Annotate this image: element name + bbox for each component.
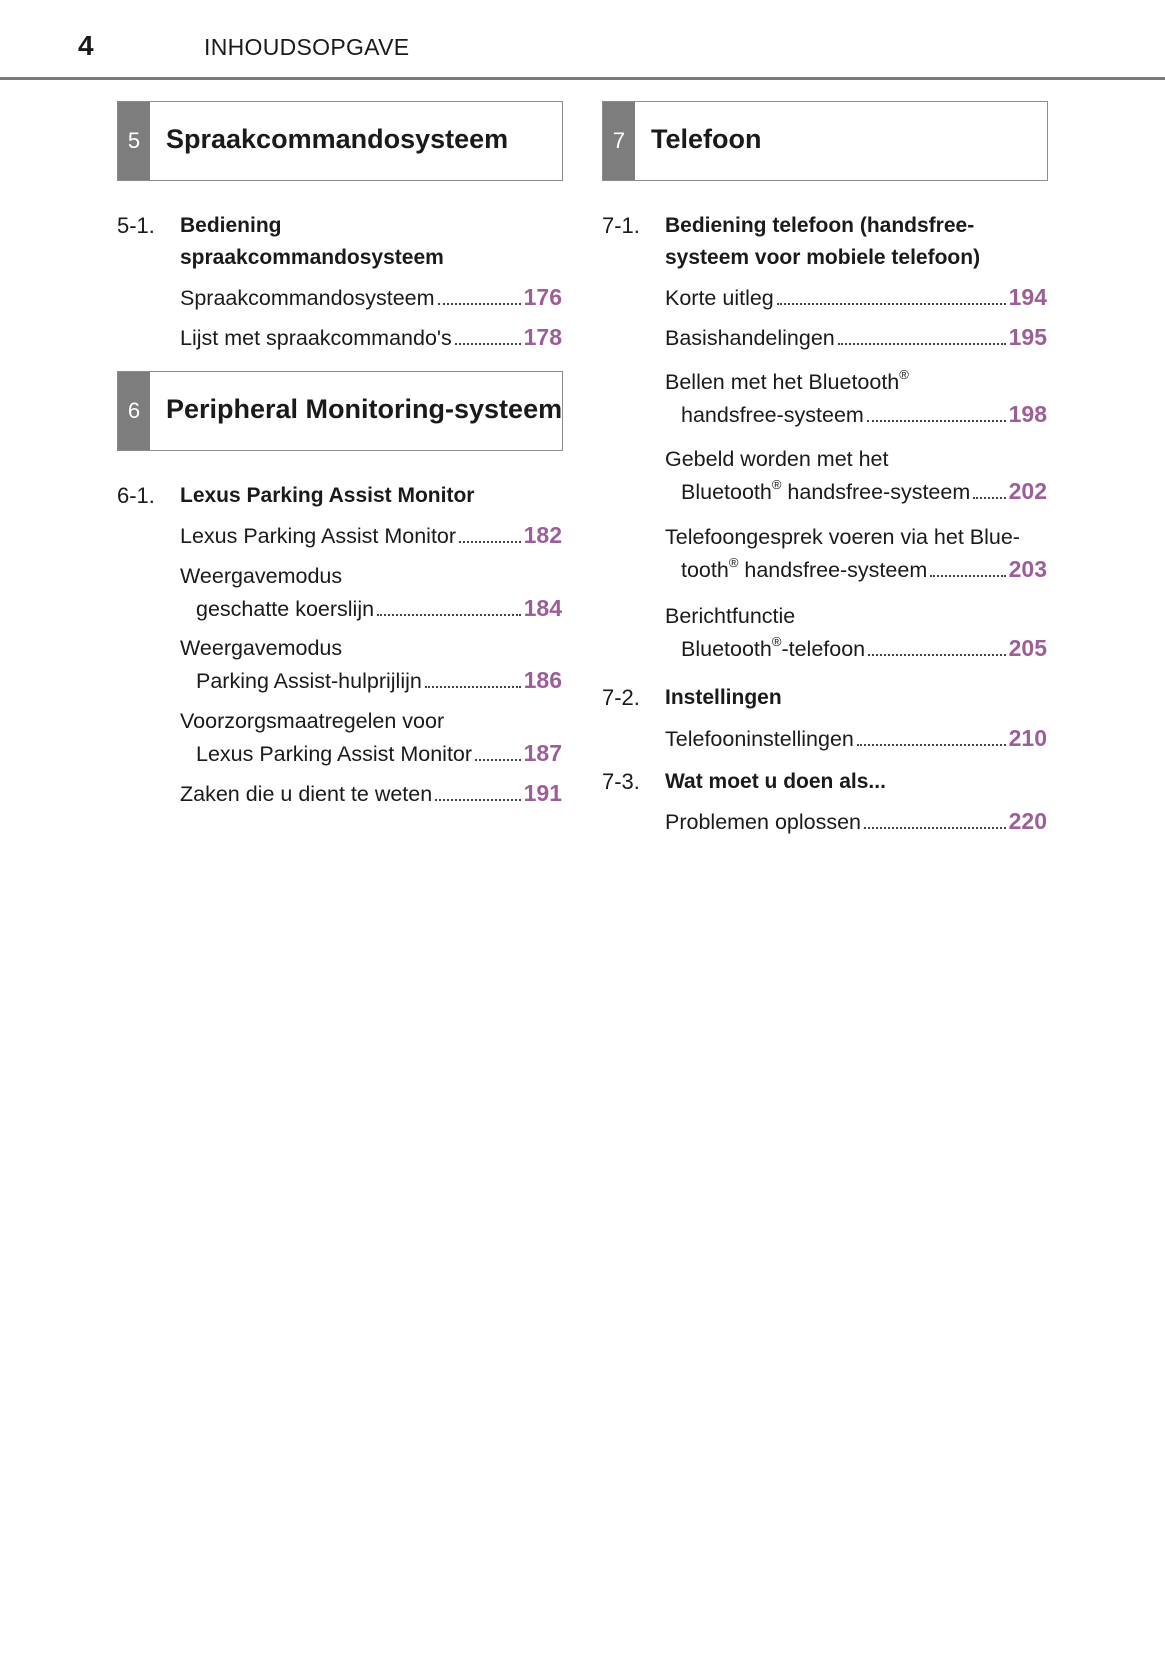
- dot-leader: [838, 343, 1006, 345]
- page-link[interactable]: 194: [1008, 284, 1047, 310]
- section-title: Telefoon: [651, 124, 762, 154]
- entry-text: [665, 366, 1047, 398]
- page-number: 4: [78, 30, 94, 61]
- section-title: Spraakcommandosysteem: [166, 124, 509, 154]
- entry-text: [681, 633, 865, 665]
- toc-entry[interactable]: [180, 281, 562, 314]
- entry-text-part: Bluetooth: [681, 637, 772, 661]
- subsection-number: 7-2.: [602, 685, 640, 710]
- entry-text: Lexus Parking Assist Monitor: [180, 524, 457, 548]
- page-link[interactable]: 198: [1008, 401, 1047, 427]
- dot-leader: [777, 303, 1006, 305]
- section-number: 7: [603, 102, 635, 180]
- entry-text: [681, 476, 970, 508]
- dot-leader: [455, 343, 521, 345]
- page-link[interactable]: 187: [523, 740, 562, 766]
- subsection-7-2[interactable]: [602, 682, 1048, 714]
- subsection-title-line: Bediening: [180, 214, 282, 237]
- toc-entry[interactable]: [665, 600, 1047, 665]
- subsection-7-3[interactable]: [602, 766, 1048, 798]
- dot-leader: [867, 420, 1006, 422]
- page-link[interactable]: 182: [523, 522, 562, 548]
- entry-text: Telefoongesprek voeren via het Blue-: [665, 525, 1020, 549]
- dot-leader: [435, 799, 520, 801]
- toc-entry[interactable]: [665, 366, 1047, 431]
- dot-leader: [459, 541, 521, 543]
- page-link[interactable]: 195: [1008, 324, 1047, 350]
- subsection-7-1[interactable]: [602, 210, 1048, 274]
- dot-leader: [438, 303, 521, 305]
- subsection-title: Wat moet u doen als...: [665, 770, 886, 793]
- subsection-number: 6-1.: [117, 483, 155, 508]
- toc-entry[interactable]: [665, 281, 1047, 314]
- entry-text-part: -telefoon: [781, 637, 866, 661]
- subsection-number: 5-1.: [117, 213, 155, 238]
- dot-leader: [857, 744, 1006, 746]
- subsection-5-1[interactable]: [117, 210, 563, 274]
- dot-leader: [930, 575, 1005, 577]
- toc-entry[interactable]: [665, 321, 1047, 354]
- entry-text: Lijst met spraakcommando's: [180, 326, 452, 350]
- entry-text: geschatte koerslijn: [196, 597, 375, 621]
- section-number: 5: [118, 102, 150, 180]
- entry-text: Lexus Parking Assist Monitor: [196, 742, 473, 766]
- registered-mark: ®: [771, 633, 782, 649]
- subsection-title: Instellingen: [665, 686, 782, 709]
- section-number: 6: [118, 372, 150, 450]
- toc-entry[interactable]: [665, 805, 1047, 838]
- entry-text: Korte uitleg: [665, 286, 774, 310]
- toc-entry[interactable]: [180, 632, 562, 697]
- header-divider: [0, 77, 1165, 80]
- entry-text: Zaken die u dient te weten: [180, 782, 433, 806]
- entry-text-part: Bellen met het Bluetooth: [665, 370, 900, 394]
- subsection-title-line: systeem voor mobiele telefoon): [665, 246, 981, 269]
- dot-leader: [864, 827, 1006, 829]
- registered-mark: ®: [899, 366, 909, 382]
- registered-mark: ®: [728, 554, 739, 570]
- dot-leader: [868, 654, 1006, 656]
- page-link[interactable]: 202: [1008, 478, 1047, 504]
- subsection-title-line: Bediening telefoon (handsfree-: [665, 214, 975, 237]
- subsection-title: Lexus Parking Assist Monitor: [180, 484, 475, 507]
- section-5-header[interactable]: [117, 101, 563, 181]
- entry-text: Spraakcommandosysteem: [180, 286, 435, 310]
- toc-entry[interactable]: [665, 443, 1047, 508]
- dot-leader: [377, 614, 521, 616]
- entry-text: Telefooninstellingen: [665, 727, 854, 751]
- page-link[interactable]: 203: [1008, 556, 1047, 582]
- entry-text: Problemen oplossen: [665, 810, 862, 834]
- entry-text: Weergavemodus: [180, 564, 343, 588]
- subsection-title: [180, 210, 560, 274]
- entry-text: handsfree-systeem: [681, 403, 864, 427]
- entry-text-part: tooth: [681, 558, 729, 582]
- toc-entry[interactable]: [180, 519, 562, 552]
- toc-entry[interactable]: [180, 777, 562, 810]
- entry-text: Parking Assist-hulprijlijn: [196, 669, 422, 693]
- entry-text: Voorzorgsmaatregelen voor: [180, 709, 445, 733]
- subsection-number: 7-1.: [602, 213, 640, 238]
- registered-mark: ®: [771, 476, 782, 492]
- subsection-6-1[interactable]: [117, 480, 563, 512]
- page-link[interactable]: 176: [523, 284, 562, 310]
- page-link[interactable]: 178: [523, 324, 562, 350]
- page-link[interactable]: 191: [523, 780, 562, 806]
- page-link[interactable]: 184: [523, 595, 562, 621]
- toc-entry[interactable]: [665, 722, 1047, 755]
- dot-leader: [973, 497, 1005, 499]
- subsection-title-line: spraakcommandosysteem: [180, 246, 444, 269]
- entry-text: Basishandelingen: [665, 326, 835, 350]
- entry-text-part: handsfree-systeem: [738, 558, 928, 582]
- section-title: Peripheral Monitoring-systeem: [166, 394, 563, 424]
- toc-entry[interactable]: [180, 321, 562, 354]
- toc-entry[interactable]: [665, 521, 1047, 586]
- entry-text: Berichtfunctie: [665, 604, 796, 628]
- page-link[interactable]: 210: [1008, 725, 1047, 751]
- toc-entry[interactable]: [180, 705, 562, 770]
- section-6-header[interactable]: [117, 371, 563, 451]
- subsection-title: [665, 210, 1045, 274]
- page-link[interactable]: 220: [1008, 808, 1047, 834]
- subsection-number: 7-3.: [602, 769, 640, 794]
- entry-text-part: handsfree-systeem: [781, 480, 971, 504]
- dot-leader: [425, 686, 521, 688]
- page-title: INHOUDSOPGAVE: [204, 34, 410, 60]
- page-link[interactable]: 186: [523, 667, 562, 693]
- page-link[interactable]: 205: [1008, 635, 1047, 661]
- entry-text: Weergavemodus: [180, 636, 343, 660]
- entry-text-part: Bluetooth: [681, 480, 772, 504]
- section-7-header[interactable]: [602, 101, 1048, 181]
- entry-text: [681, 554, 927, 586]
- dot-leader: [475, 759, 521, 761]
- entry-text: Gebeld worden met het: [665, 447, 889, 471]
- toc-entry[interactable]: [180, 560, 562, 625]
